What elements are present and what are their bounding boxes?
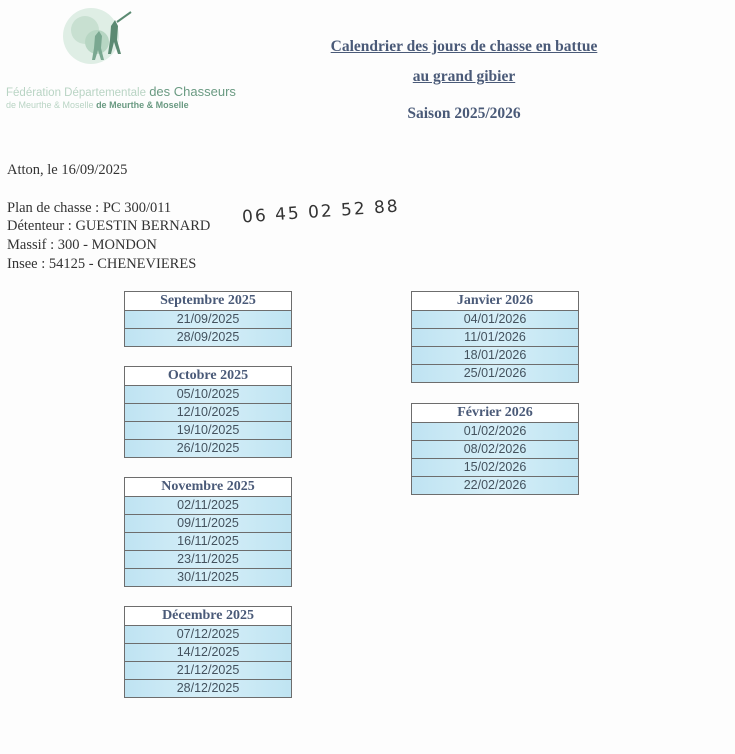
month-december xyxy=(124,606,292,698)
holder: Détenteur : GUESTIN BERNARD xyxy=(7,218,211,234)
hunters-logo-icon xyxy=(61,6,141,68)
hunt-date: 19/10/2025 xyxy=(125,421,291,439)
month-february xyxy=(411,403,579,495)
hunt-date: 26/10/2025 xyxy=(125,439,291,457)
season-label: Saison 2025/2026 xyxy=(407,105,521,122)
hunt-date: 02/11/2025 xyxy=(125,497,291,514)
hunting-plan: Plan de chasse : PC 300/011 xyxy=(7,200,172,216)
handwritten-phone: 06 45 02 52 88 xyxy=(241,196,401,228)
hunt-date: 11/01/2026 xyxy=(412,328,578,346)
logo-text-line1: Fédération Départementale des Chasseurs xyxy=(6,84,236,99)
hunt-date: 28/09/2025 xyxy=(125,328,291,346)
hunt-date: 22/02/2026 xyxy=(412,476,578,494)
hunt-date: 05/10/2025 xyxy=(125,386,291,403)
logo-text-line2: de Meurthe & Moselle de Meurthe & Moselle xyxy=(6,100,189,110)
hunt-date: 25/01/2026 xyxy=(412,364,578,382)
month-november xyxy=(124,477,292,587)
hunt-date: 08/02/2026 xyxy=(412,440,578,458)
hunt-date: 01/02/2026 xyxy=(412,423,578,440)
hunt-date: 23/11/2025 xyxy=(125,550,291,568)
massif: Massif : 300 - MONDON xyxy=(7,237,157,253)
month-january xyxy=(411,291,579,383)
federation-logo xyxy=(6,6,236,116)
hunt-date: 09/11/2025 xyxy=(125,514,291,532)
month-title: Septembre 2025 xyxy=(125,292,291,311)
month-september xyxy=(124,291,292,347)
hunt-date: 21/09/2025 xyxy=(125,311,291,328)
hunt-date: 04/01/2026 xyxy=(412,311,578,328)
place-date: Atton, le 16/09/2025 xyxy=(7,162,128,178)
document-title: Calendrier des jours de chasse en battue xyxy=(330,38,598,55)
hunt-date: 15/02/2026 xyxy=(412,458,578,476)
month-title: Novembre 2025 xyxy=(125,478,291,497)
hunt-date: 28/12/2025 xyxy=(125,679,291,697)
document-subtitle: au grand gibier xyxy=(412,68,516,85)
insee: Insee : 54125 - CHENEVIERES xyxy=(7,256,197,272)
month-october xyxy=(124,366,292,458)
hunt-date: 21/12/2025 xyxy=(125,661,291,679)
hunt-date: 07/12/2025 xyxy=(125,626,291,643)
month-title: Février 2026 xyxy=(412,404,578,423)
hunt-date: 14/12/2025 xyxy=(125,643,291,661)
month-title: Octobre 2025 xyxy=(125,367,291,386)
hunt-date: 30/11/2025 xyxy=(125,568,291,586)
month-title: Janvier 2026 xyxy=(412,292,578,311)
hunt-date: 18/01/2026 xyxy=(412,346,578,364)
hunt-date: 16/11/2025 xyxy=(125,532,291,550)
hunt-date: 12/10/2025 xyxy=(125,403,291,421)
month-title: Décembre 2025 xyxy=(125,607,291,626)
